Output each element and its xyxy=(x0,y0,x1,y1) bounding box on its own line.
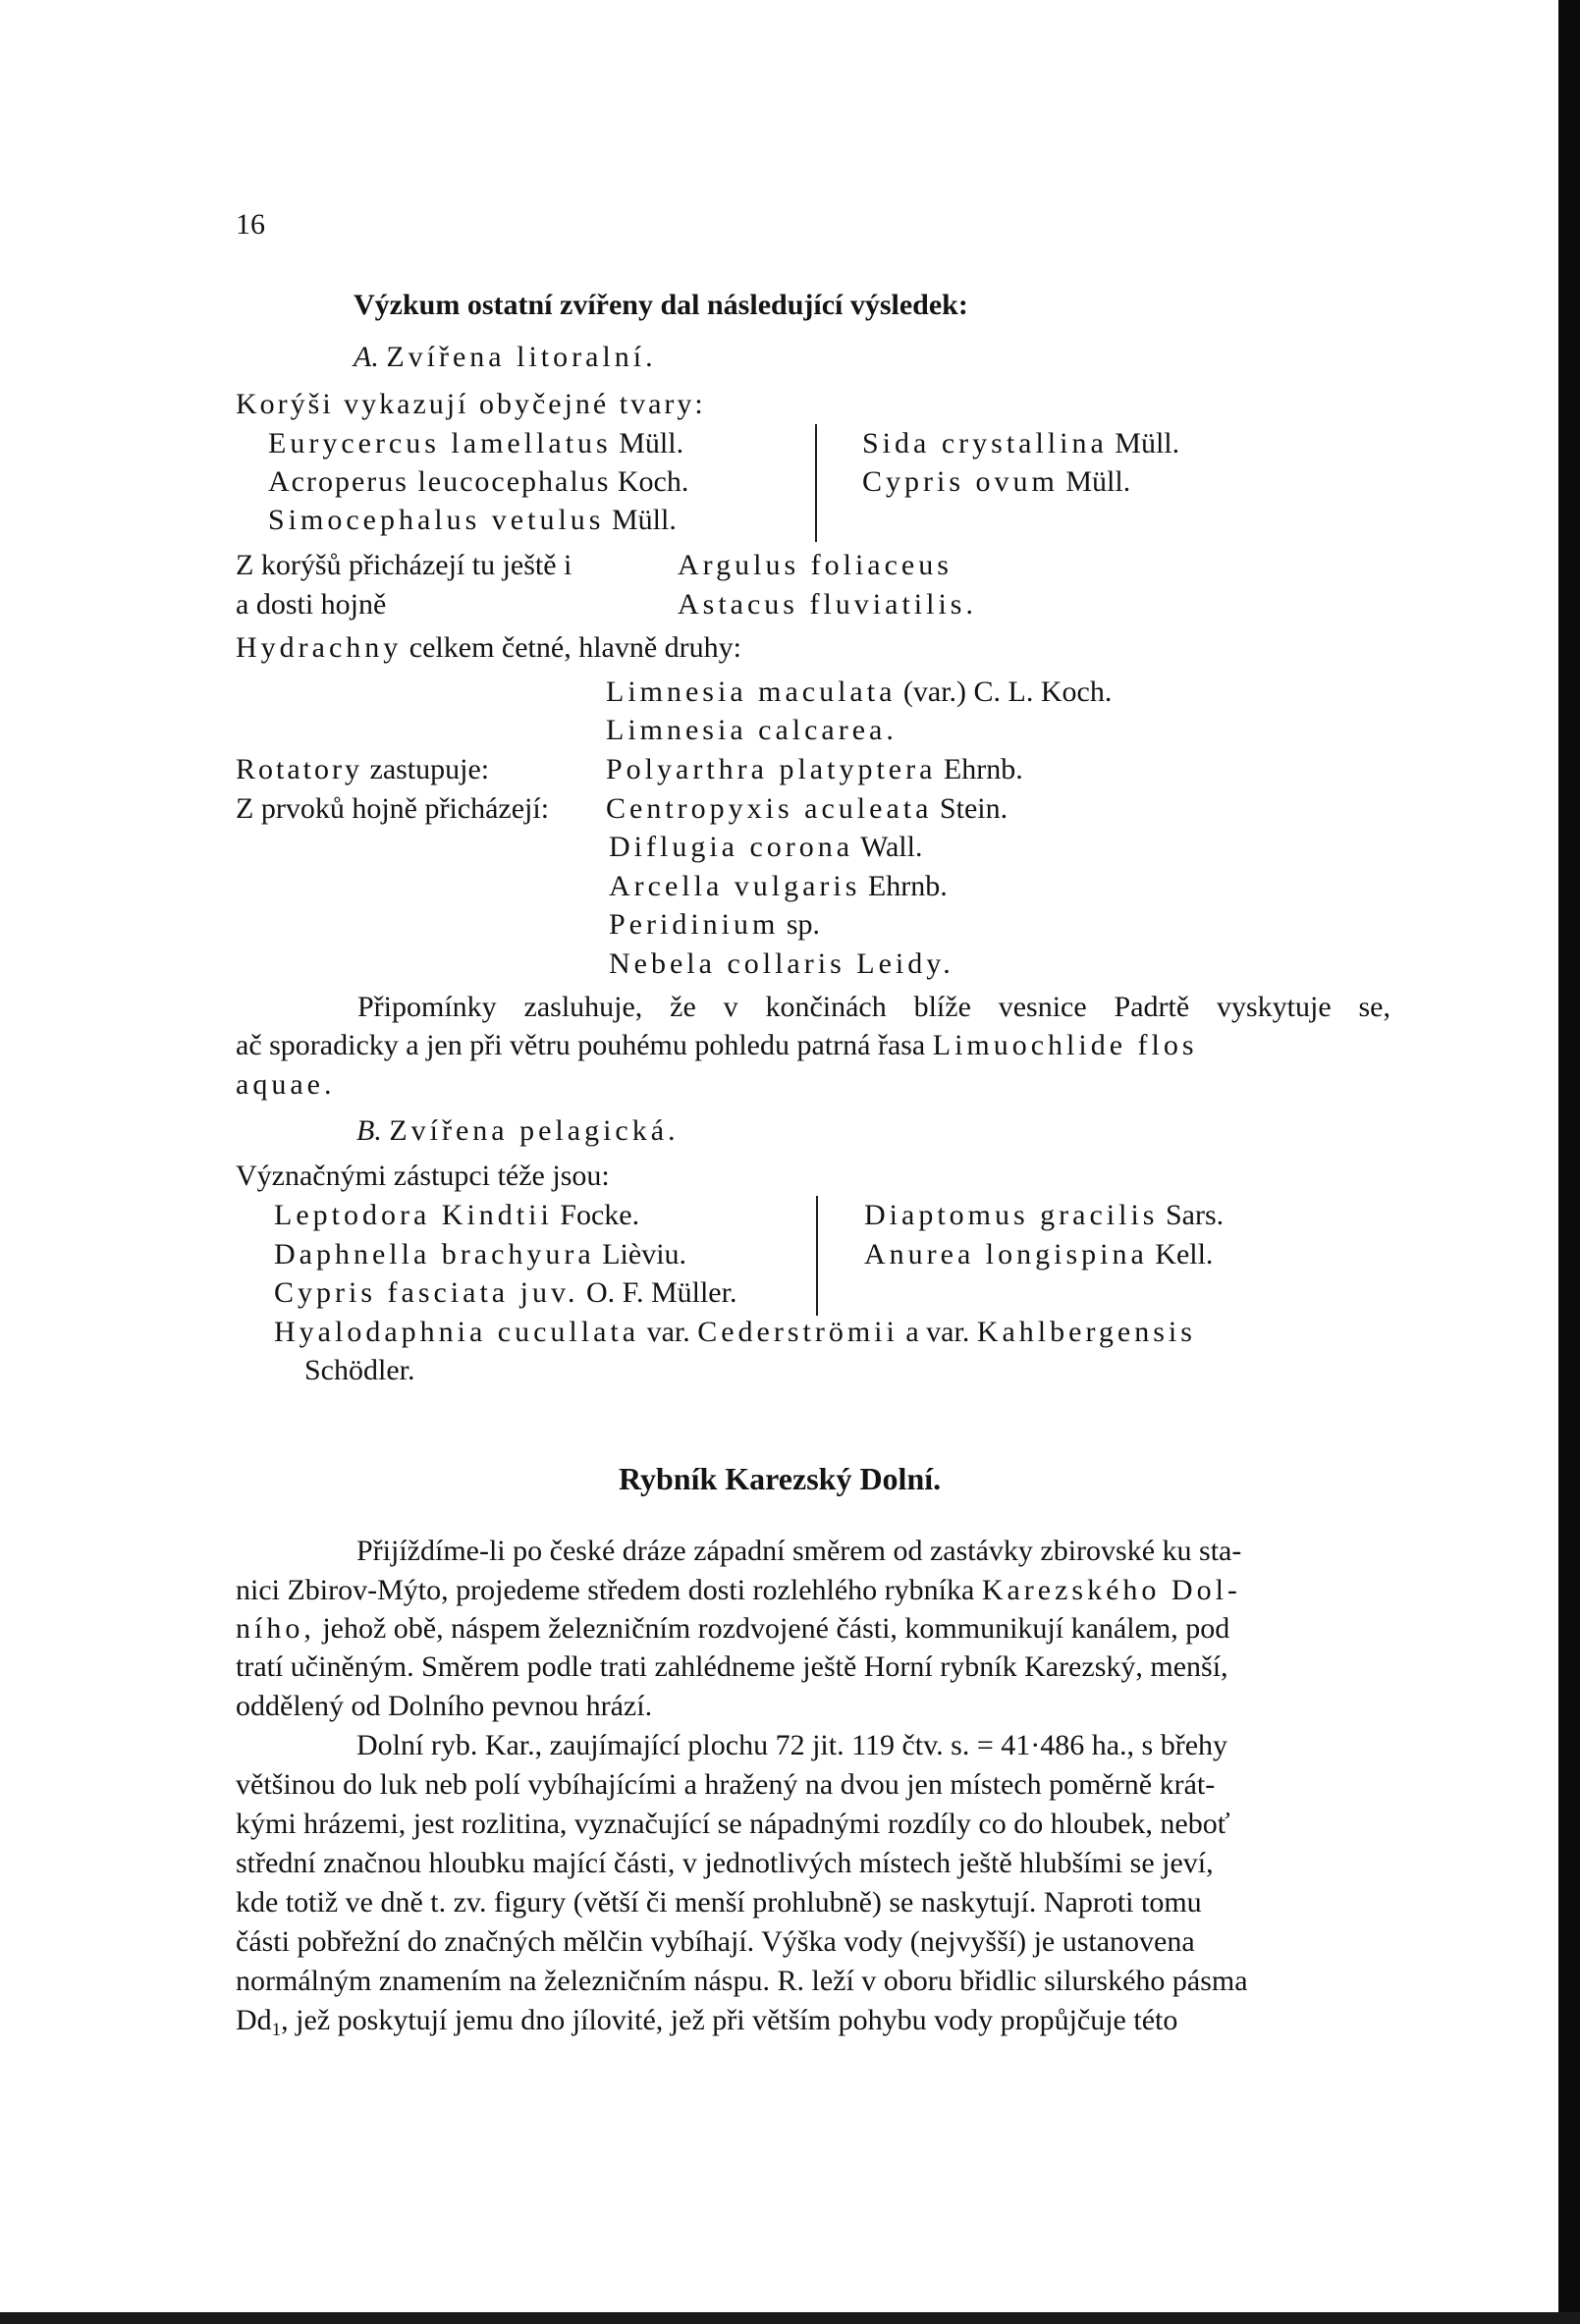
para2-line-1: Dolní ryb. Kar., zaujímající plochu 72 jit. 119 čtv. s. = 41·486 ha., s břehy xyxy=(356,1729,1228,1761)
column-divider xyxy=(815,424,817,542)
prvoci-item-5: Nebela collaris Leidy. xyxy=(609,947,954,980)
pelagic-right-1: Diaptomus gracilis Sars. xyxy=(864,1199,1225,1231)
korysi-left-3: Simocephalus vetulus Müll. xyxy=(268,504,677,536)
korysi-more-1: Z korýšů přicházejí tu ještě i xyxy=(236,549,572,581)
para1-line-5: oddělený od Dolního pevnou hrází. xyxy=(236,1690,653,1722)
pelagic-right-2: Anurea longispina Kell. xyxy=(864,1238,1214,1270)
para1-line-4: tratí učiněným. Směrem podle trati zahlédneme ještě Horní rybník Karezský, menší, xyxy=(236,1650,1228,1683)
note-line-3: aquae. xyxy=(236,1068,336,1101)
argulus: Argulus foliaceus xyxy=(678,549,953,581)
scan-edge-right xyxy=(1558,0,1580,2324)
para2-line-8: $Dd_1$, jež poskytují jemu dno jílovité, jež při větším pohybu vody propůjčuje této xyxy=(236,2004,1178,2040)
prvoci-item-4: Peridinium sp. xyxy=(609,908,821,941)
korysi-left-1: Eurycercus lamellatus Müll. xyxy=(268,427,684,459)
para2-line-2: většinou do luk neb polí vybíhajícími a hražený na dvou jen místech poměrně krát- xyxy=(236,1768,1216,1801)
note-line-1: Připomínky zasluhuje, že v končinách blíže vesnice Padrtě vyskytuje se, xyxy=(357,991,1390,1023)
pelagic-intro: Význačnými zástupci téže jsou: xyxy=(236,1160,610,1192)
hydrachny-item-2: Limnesia calcarea. xyxy=(606,714,898,746)
hyalodaphnia-author: Schödler. xyxy=(304,1354,415,1386)
para2-line-4: střední značnou hloubku mající části, v jednotlivých místech ještě hlubšími se jeví, xyxy=(236,1847,1214,1879)
hydrachny-intro: Hydrachny celkem četné, hlavně druhy: xyxy=(236,631,741,664)
column-divider xyxy=(816,1196,818,1316)
korysi-intro: Korýši vykazují obyčejné tvary: xyxy=(236,388,706,420)
korysi-left-2: Acroperus leucocephalus Koch. xyxy=(268,465,689,498)
section-a-title: Zvířena litoralní. xyxy=(386,341,657,373)
pelagic-left-2: Daphnella brachyura Lièviu. xyxy=(274,1238,687,1270)
prvoci-item-1: Centropyxis aculeata Stein. xyxy=(606,792,1008,825)
rotatory-species: Polyarthra platyptera Ehrnb. xyxy=(606,753,1023,785)
scan-edge-bottom xyxy=(0,2312,1580,2324)
para2-line-6: části pobřežní do značných mělčin vybíhají. Výška vody (nejvyšší) je ustanovena xyxy=(236,1925,1195,1958)
note-line-2: ač sporadicky a jen při větru pouhému pohledu patrná řasa Limuochlide flos xyxy=(236,1029,1198,1061)
astacus: Astacus fluviatilis. xyxy=(678,588,977,621)
prvoci-label: Z prvoků hojně přicházejí: xyxy=(236,792,550,825)
para2-line-3: kými hrázemi, jest rozlitina, vyznačující se nápadnými rozdíly co do hloubek, neboť xyxy=(236,1808,1230,1840)
korysi-right-2: Cypris ovum Müll. xyxy=(862,465,1131,498)
prvoci-item-3: Arcella vulgaris Ehrnb. xyxy=(609,870,948,902)
section-a-letter: A. xyxy=(354,341,379,373)
page-number: 16 xyxy=(236,208,265,241)
hyalodaphnia-line: Hyalodaphnia cucullata var. Cederströmii a var. Kahlbergensis xyxy=(274,1316,1196,1348)
hydrachny-item-1: Limnesia maculata (var.) C. L. Koch. xyxy=(606,676,1113,708)
para2-line-5: kde totiž ve dně t. zv. figury (větší či menší prohlubně) se naskytují. Naproti tomu xyxy=(236,1886,1202,1919)
section-a-heading xyxy=(354,340,657,375)
korysi-more-2: a dosti hojně xyxy=(236,588,387,621)
prvoci-item-2: Diflugia corona Wall. xyxy=(609,831,923,863)
para2-line-7: normálným znamením na železničním náspu. R. leží v oboru břidlic silurského pásma xyxy=(236,1965,1248,1997)
section-heading: Rybník Karezský Dolní. xyxy=(619,1461,942,1496)
pelagic-left-3: Cypris fasciata juv. O. F. Müller. xyxy=(274,1276,737,1309)
section-b-heading xyxy=(356,1113,680,1149)
para1-line-2: nici Zbirov-Mýto, projedeme středem dosti rozlehlého rybníka Karezského Dol- xyxy=(236,1574,1241,1606)
pelagic-left-1: Leptodora Kindtii Focke. xyxy=(274,1199,640,1231)
para1-line-1: Přijíždíme-li po české dráze západní směrem od zastávky zbirovské ku sta- xyxy=(356,1535,1242,1567)
section-b-title: Zvířena pelagická. xyxy=(389,1114,680,1147)
rotatory-label: Rotatory zastupuje: xyxy=(236,753,490,785)
intro-line: Výzkum ostatní zvířeny dal následující výsledek: xyxy=(354,289,968,321)
section-b-letter: B. xyxy=(356,1114,382,1147)
korysi-right-1: Sida crystallina Müll. xyxy=(862,427,1180,459)
para1-line-3: ního, jehož obě, náspem železničním rozdvojené části, kommunikují kanálem, pod xyxy=(236,1612,1230,1645)
